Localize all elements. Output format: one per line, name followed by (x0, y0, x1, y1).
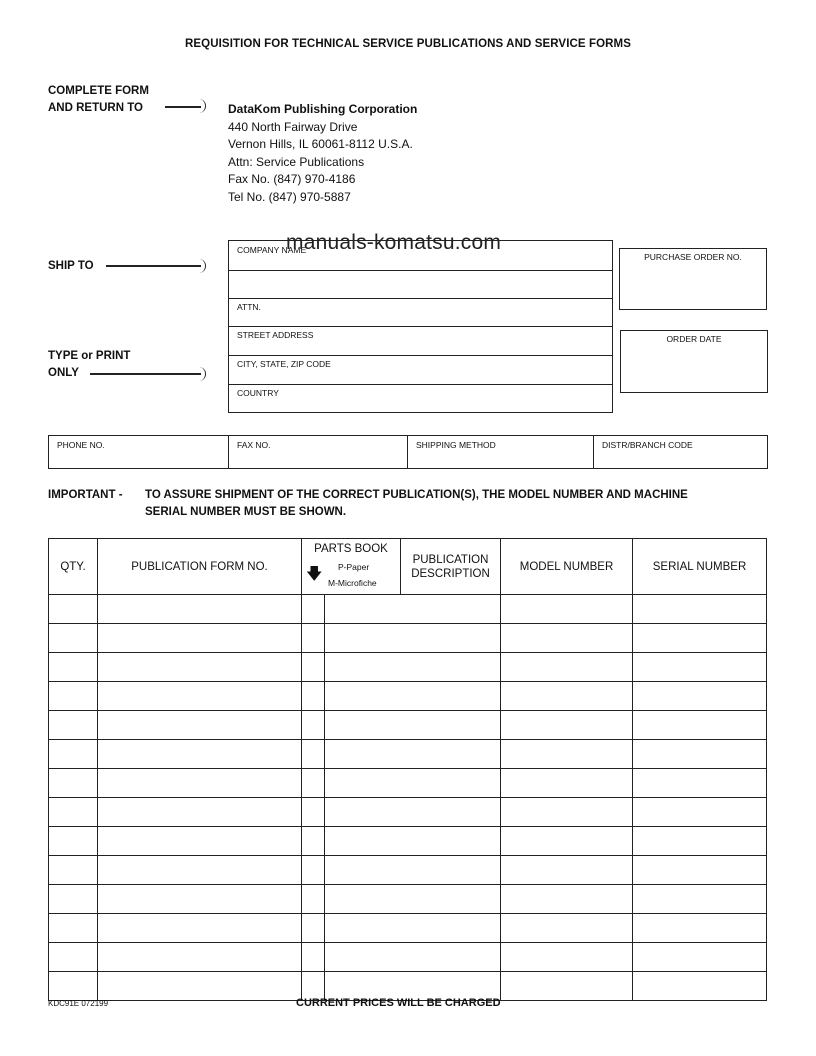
serial-number-cell[interactable] (633, 827, 767, 856)
company-name-line-2-field[interactable] (229, 271, 612, 299)
branch-code-field[interactable] (594, 436, 767, 468)
important-notice-line-1: TO ASSURE SHIPMENT OF THE CORRECT PUBLICATION(S), THE MODEL NUMBER AND MACHINE (145, 489, 688, 501)
company-name-label: COMPANY NAME (237, 245, 307, 255)
paper-micro-cell[interactable] (302, 711, 325, 740)
description-cell[interactable] (325, 827, 501, 856)
model-number-header: MODEL NUMBER (501, 539, 633, 595)
table-row (49, 740, 767, 769)
purchase-order-label: PURCHASE ORDER NO. (644, 252, 742, 262)
serial-number-cell[interactable] (633, 972, 767, 1001)
qty-cell[interactable] (49, 711, 98, 740)
form-title: REQUISITION FOR TECHNICAL SERVICE PUBLICATIONS AND SERVICE FORMS (185, 38, 631, 50)
form-no-cell[interactable] (98, 653, 302, 682)
ship-to-arrow-line (106, 265, 201, 267)
address-city: Vernon Hills, IL 60061-8112 U.S.A. (228, 137, 413, 151)
qty-cell[interactable] (49, 740, 98, 769)
paper-micro-cell[interactable] (302, 798, 325, 827)
model-number-cell[interactable] (501, 827, 633, 856)
table-row (49, 711, 767, 740)
return-address (228, 101, 417, 206)
table-row (49, 769, 767, 798)
serial-number-cell[interactable] (633, 856, 767, 885)
important-label: IMPORTANT - (48, 489, 123, 501)
model-number-cell[interactable] (501, 711, 633, 740)
model-number-cell[interactable] (501, 624, 633, 653)
publications-table (48, 538, 767, 1001)
fax-field[interactable] (229, 436, 408, 468)
model-number-cell[interactable] (501, 769, 633, 798)
purchase-order-field[interactable] (619, 248, 767, 310)
country-label: COUNTRY (237, 388, 279, 398)
description-cell[interactable] (325, 856, 501, 885)
serial-number-cell[interactable] (633, 740, 767, 769)
description-cell[interactable] (325, 682, 501, 711)
return-label-line-1: COMPLETE FORM (48, 85, 149, 97)
watermark-text: manuals-komatsu.com (286, 231, 502, 254)
form-no-cell[interactable] (98, 711, 302, 740)
paper-micro-cell[interactable] (302, 885, 325, 914)
paper-micro-cell[interactable] (302, 914, 325, 943)
address-company: DataKom Publishing Corporation (228, 102, 418, 116)
qty-cell[interactable] (49, 682, 98, 711)
qty-cell[interactable] (49, 798, 98, 827)
qty-cell[interactable] (49, 769, 98, 798)
serial-number-cell[interactable] (633, 711, 767, 740)
qty-cell[interactable] (49, 624, 98, 653)
shipping-method-field[interactable] (408, 436, 594, 468)
table-row (49, 827, 767, 856)
qty-cell[interactable] (49, 972, 98, 1001)
qty-cell[interactable] (49, 914, 98, 943)
table-header-row (49, 539, 767, 595)
serial-number-cell[interactable] (633, 595, 767, 624)
serial-number-cell[interactable] (633, 624, 767, 653)
form-no-cell[interactable] (98, 769, 302, 798)
description-cell[interactable] (325, 711, 501, 740)
description-cell[interactable] (325, 798, 501, 827)
city-state-zip-field[interactable] (229, 356, 612, 385)
attn-label: ATTN. (237, 302, 261, 312)
order-date-label: ORDER DATE (666, 334, 722, 344)
form-no-cell[interactable] (98, 856, 302, 885)
form-no-cell[interactable] (98, 943, 302, 972)
table-row (49, 653, 767, 682)
form-no-cell[interactable] (98, 914, 302, 943)
form-no-cell[interactable] (98, 595, 302, 624)
paper-micro-cell[interactable] (302, 624, 325, 653)
type-print-arrow-line (90, 373, 201, 375)
return-label (48, 83, 149, 117)
street-address-field[interactable] (229, 327, 612, 356)
form-no-header: PUBLICATION FORM NO. (98, 539, 302, 595)
model-number-cell[interactable] (501, 595, 633, 624)
description-header (401, 539, 501, 595)
form-no-cell[interactable] (98, 972, 302, 1001)
table-row (49, 856, 767, 885)
parts-book-title: PARTS BOOK (314, 543, 388, 555)
contact-info-row (48, 435, 768, 469)
address-tel: Tel No. (847) 970-5887 (228, 189, 351, 204)
paper-micro-cell[interactable] (302, 740, 325, 769)
serial-number-cell[interactable] (633, 885, 767, 914)
description-cell[interactable] (325, 943, 501, 972)
serial-number-cell[interactable] (633, 798, 767, 827)
table-row (49, 885, 767, 914)
model-number-cell[interactable] (501, 943, 633, 972)
paper-micro-cell[interactable] (302, 595, 325, 624)
description-cell[interactable] (325, 914, 501, 943)
paper-micro-cell[interactable] (302, 856, 325, 885)
qty-header: QTY. (49, 539, 98, 595)
return-label-line-2: AND RETURN TO (48, 102, 143, 114)
phone-field[interactable] (49, 436, 229, 468)
fax-label: FAX NO. (237, 440, 271, 450)
description-header-line-2: DESCRIPTION (411, 567, 490, 580)
shipping-method-label: SHIPPING METHOD (416, 440, 496, 450)
form-no-cell[interactable] (98, 798, 302, 827)
table-row (49, 798, 767, 827)
paper-option-label: P-Paper (338, 562, 370, 572)
paper-micro-cell[interactable] (302, 827, 325, 856)
serial-number-cell[interactable] (633, 682, 767, 711)
form-no-cell[interactable] (98, 827, 302, 856)
qty-cell[interactable] (49, 827, 98, 856)
important-notice (145, 487, 688, 521)
qty-cell[interactable] (49, 653, 98, 682)
paper-micro-cell[interactable] (302, 682, 325, 711)
qty-cell[interactable] (49, 943, 98, 972)
ship-to-arrow-hook-icon (199, 259, 206, 273)
prices-note: CURRENT PRICES WILL BE CHARGED (296, 997, 501, 1009)
serial-number-header: SERIAL NUMBER (633, 539, 767, 595)
address-attn: Attn: Service Publications (228, 154, 365, 169)
description-cell[interactable] (325, 769, 501, 798)
table-row (49, 943, 767, 972)
type-print-arrow-hook-icon (199, 367, 206, 381)
form-no-cell[interactable] (98, 682, 302, 711)
model-number-cell[interactable] (501, 972, 633, 1001)
serial-number-cell[interactable] (633, 914, 767, 943)
table-row (49, 624, 767, 653)
ship-to-label: SHIP TO (48, 260, 94, 272)
model-number-cell[interactable] (501, 914, 633, 943)
street-address-label: STREET ADDRESS (237, 330, 314, 340)
serial-number-cell[interactable] (633, 943, 767, 972)
form-no-cell[interactable] (98, 885, 302, 914)
form-no-cell[interactable] (98, 740, 302, 769)
description-cell[interactable] (325, 595, 501, 624)
model-number-cell[interactable] (501, 798, 633, 827)
serial-number-cell[interactable] (633, 769, 767, 798)
paper-micro-cell[interactable] (302, 943, 325, 972)
type-print-label (48, 348, 130, 382)
model-number-cell[interactable] (501, 885, 633, 914)
model-number-cell[interactable] (501, 856, 633, 885)
description-cell[interactable] (325, 653, 501, 682)
description-header-line-1: PUBLICATION (412, 553, 489, 566)
address-fax: Fax No. (847) 970-4186 (228, 172, 356, 186)
address-street: 440 North Fairway Drive (228, 119, 358, 134)
order-date-field[interactable] (620, 330, 768, 393)
city-state-zip-label: CITY, STATE, ZIP CODE (237, 359, 331, 369)
table-row (49, 914, 767, 943)
description-cell[interactable] (325, 885, 501, 914)
important-notice-line-2: SERIAL NUMBER MUST BE SHOWN. (145, 506, 347, 518)
table-row (49, 595, 767, 624)
table-row (49, 682, 767, 711)
microfiche-option-label: M-Microfiche (328, 578, 377, 588)
model-number-cell[interactable] (501, 653, 633, 682)
return-arrow-line (165, 106, 201, 108)
ship-to-box (228, 240, 613, 413)
arrow-down-icon: 🡇 (306, 566, 323, 583)
phone-label: PHONE NO. (57, 440, 105, 450)
type-print-line-1: TYPE or PRINT (48, 350, 131, 362)
paper-micro-cell[interactable] (302, 653, 325, 682)
attn-field[interactable] (229, 299, 612, 327)
model-number-cell[interactable] (501, 740, 633, 769)
description-cell[interactable] (325, 624, 501, 653)
return-arrow-hook-icon (199, 99, 206, 113)
form-no-cell[interactable] (98, 624, 302, 653)
type-print-line-2: ONLY (48, 367, 79, 379)
form-code: KDC91E 072199 (48, 999, 109, 1008)
serial-number-cell[interactable] (633, 653, 767, 682)
qty-cell[interactable] (49, 856, 98, 885)
description-cell[interactable] (325, 740, 501, 769)
qty-cell[interactable] (49, 595, 98, 624)
paper-micro-cell[interactable] (302, 769, 325, 798)
qty-cell[interactable] (49, 885, 98, 914)
branch-code-label: DISTR/BRANCH CODE (602, 440, 693, 450)
parts-book-header (302, 539, 401, 595)
model-number-cell[interactable] (501, 682, 633, 711)
country-field[interactable] (229, 385, 612, 412)
